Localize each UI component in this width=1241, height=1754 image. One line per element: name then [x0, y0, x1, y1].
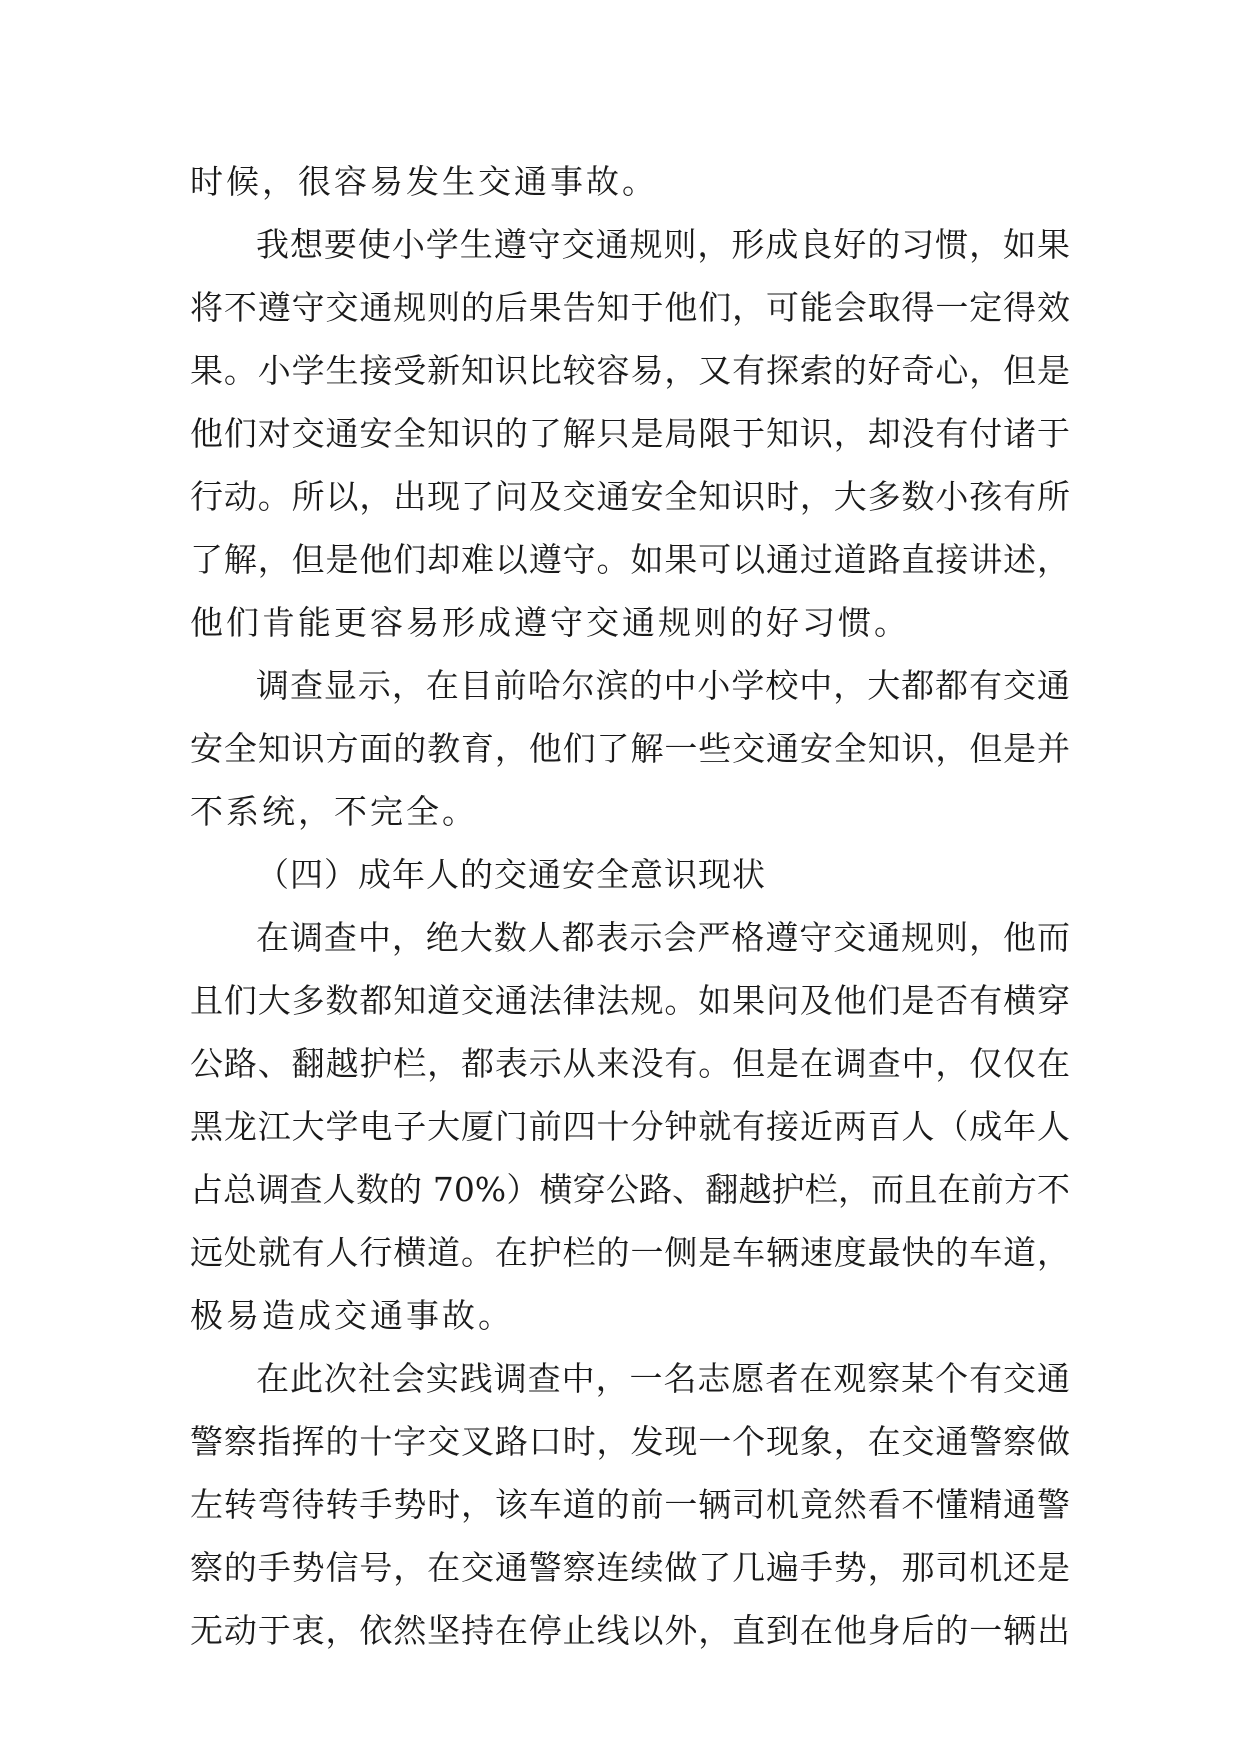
text-line: 公路、翻越护栏，都表示从来没有。但是在调查中，仅仅在: [190, 1044, 1070, 1083]
paragraph-first-line: 我想要使小学生遵守交通规则，形成良好的习惯，如果: [256, 225, 1070, 264]
text-line: 警察指挥的十字交叉路口时，发现一个现象，在交通警察做: [190, 1422, 1070, 1461]
text-line: 果。小学生接受新知识比较容易，又有探索的好奇心，但是: [190, 351, 1070, 390]
text-line: 他们肯能更容易形成遵守交通规则的好习惯。: [190, 603, 910, 642]
text-line: 占总调查人数的 70%）横穿公路、翻越护栏，而且在前方不: [190, 1170, 1070, 1209]
text-line: 时候，很容易发生交通事故。: [190, 162, 658, 201]
text-line: 不系统，不完全。: [190, 792, 478, 831]
paragraph-first-line: 调查显示，在目前哈尔滨的中小学校中，大都都有交通: [256, 666, 1070, 705]
text-line: 无动于衷，依然坚持在停止线以外，直到在他身后的一辆出: [190, 1611, 1070, 1650]
text-line: 了解，但是他们却难以遵守。如果可以通过道路直接讲述，: [190, 540, 1070, 579]
text-line: 且们大多数都知道交通法律法规。如果问及他们是否有横穿: [190, 981, 1070, 1020]
paragraph-first-line: 在调查中，绝大数人都表示会严格遵守交通规则，他而: [256, 918, 1070, 957]
text-line: 行动。所以，出现了问及交通安全知识时，大多数小孩有所: [190, 477, 1070, 516]
text-line: 将不遵守交通规则的后果告知于他们，可能会取得一定得效: [190, 288, 1070, 327]
text-line: 极易造成交通事故。: [190, 1296, 514, 1335]
section-heading: （四）成年人的交通安全意识现状: [256, 855, 766, 894]
text-line: 黑龙江大学电子大厦门前四十分钟就有接近两百人（成年人: [190, 1107, 1070, 1146]
text-line: 安全知识方面的教育，他们了解一些交通安全知识，但是并: [190, 729, 1070, 768]
body-text: [190, 150, 1070, 1662]
paragraph-first-line: 在此次社会实践调查中，一名志愿者在观察某个有交通: [256, 1359, 1070, 1398]
text-line: 他们对交通安全知识的了解只是局限于知识，却没有付诸于: [190, 414, 1070, 453]
text-line: 远处就有人行横道。在护栏的一侧是车辆速度最快的车道，: [190, 1233, 1070, 1272]
text-line: 察的手势信号，在交通警察连续做了几遍手势，那司机还是: [190, 1548, 1070, 1587]
text-line: 左转弯待转手势时，该车道的前一辆司机竟然看不懂精通警: [190, 1485, 1070, 1524]
